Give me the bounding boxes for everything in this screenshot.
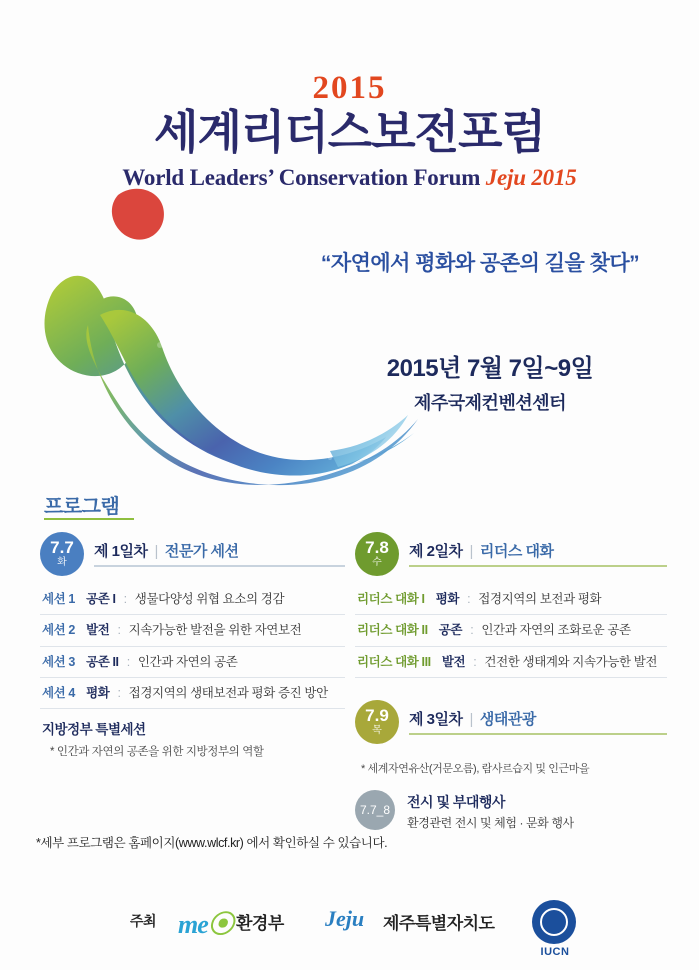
day3-label-text: 제 3일차 [409,710,463,728]
session-number: 세션 2 [42,623,75,638]
special-session-block [40,709,345,761]
poster-title-english-jeju: Jeju 2015 [485,164,577,190]
table-row: 세션 3 공존 II : 인간과 자연의 공존 [40,647,345,678]
day3-date: 7.9 [365,705,389,725]
dialogue-number: 리더스 대화 I [357,592,425,606]
dialogue-key: 발전 [441,654,466,669]
event-venue: 제주국제컨벤션센터 [414,393,566,413]
table-row: 리더스 대화 II 공존 : 인간과 자연의 조화로운 공존 [355,615,667,646]
iucn-logo-ring [540,908,568,936]
dialogue-text: 건전한 생태계와 지속가능한 발전 [484,654,658,669]
poster-slogan: “자연에서 평화와 공존의 길을 찾다” [320,252,640,275]
session-key: 공존 I [86,592,116,606]
day3-header [355,700,667,746]
iucn-logo-icon [532,900,576,944]
program-heading: 프로그램 [44,496,120,518]
table-row: 리더스 대화 III 발전 : 건전한 생태계와 지속가능한 발전 [355,647,667,678]
session-number: 세션 1 [42,592,75,606]
poster-title-english-main: World Leaders’ Conservation Forum [122,164,481,190]
day3-date-badge [355,700,399,744]
day1-header [40,532,345,578]
day3-label: 제 3일차 | 생태관광 [409,710,536,728]
jeju-province-name: 제주특별자치도 [383,914,495,933]
day3-session-type: 생태관광 [479,710,536,728]
table-row: 세션 1 공존 I : 생물다양성 위협 요소의 경감 [40,584,345,615]
jeju-logo: Jeju [325,906,365,931]
program-column-right [355,532,667,832]
special-session-title: 지방정부 특별세션 [42,722,146,737]
program-footnote: *세부 프로그램은 홈페이지(www.wlcf.kr) 에서 확인하실 수 있습니다. [36,836,388,850]
session-text: 지속가능한 발전을 위한 자연보전 [128,623,302,638]
session-text: 접경지역의 생태보전과 평화 증진 방안 [128,685,328,700]
day2-weekday: 수 [372,557,382,568]
day1-session-type: 전문가 세션 [164,543,239,560]
day3-note: * 세계자연유산(거문오름), 람사르습지 및 인근마을 [361,762,590,775]
program-heading-underline [44,518,134,520]
poster-year: 2015 [312,70,387,106]
dialogue-number: 리더스 대화 II [357,623,428,638]
iucn-label: IUCN [540,946,570,958]
day1-label-text: 제 1일차 [94,543,148,560]
poster-header [0,72,699,191]
event-date: 2015년 7월 7일~9일 [386,355,594,382]
poster-title-english [0,165,699,191]
me-logo-text: me [178,910,208,939]
day2-label-text: 제 2일차 [409,543,463,560]
leaf-icon: ⦿ [207,910,233,939]
exhibit-subtitle: 환경관련 전시 및 체험 · 문화 행사 [407,815,574,830]
table-row: 세션 4 평화 : 접경지역의 생태보전과 평화 증진 방안 [40,678,345,709]
session-key: 공존 II [86,654,119,669]
dialogue-text: 인간과 자연의 조화로운 공존 [481,623,631,638]
day2-date: 7.8 [365,538,389,557]
session-key: 발전 [86,623,110,638]
day3-weekday: 목 [372,724,382,736]
dialogue-key: 평화 [435,592,460,606]
day1-date-badge [40,532,84,576]
day2-rule [409,565,667,567]
table-row: 리더스 대화 I 평화 : 접경지역의 보전과 평화 [355,584,667,615]
exhibit-date-badge: 7.7_8 [355,790,395,830]
day2-session-type: 리더스 대화 [479,543,554,560]
dialogue-text: 접경지역의 보전과 평화 [478,592,602,606]
session-number: 세션 3 [42,654,75,669]
exhibit-block [355,790,667,832]
day1-weekday: 화 [57,557,67,568]
special-session-note: * 인간과 자연의 공존을 위한 지방정부의 역할 [50,746,264,758]
poster-footer [0,896,699,956]
day2-date-badge [355,532,399,576]
poster-title-korean: 세계리더스보전포럼 [154,106,545,158]
ministry-of-environment-logo [178,904,233,941]
host-label: 주최 [130,913,157,929]
program-column-left [40,532,345,761]
day2-header [355,532,667,578]
session-text: 인간과 자연의 공존 [137,654,238,669]
day1-label: 제 1일차 | 전문가 세션 [94,543,239,560]
day2-label: 제 2일차 | 리더스 대화 [409,543,554,560]
dialogue-number: 리더스 대화 III [357,654,431,669]
day1-rule [94,565,345,567]
session-key: 평화 [86,685,110,700]
exhibit-title: 전시 및 부대행사 [407,793,505,810]
dialogue-key: 공존 [438,623,463,638]
day3-rule [409,733,667,735]
session-text: 생물다양성 위협 요소의 경감 [134,592,285,606]
session-number: 세션 4 [42,685,75,700]
table-row: 세션 2 발전 : 지속가능한 발전을 위한 자연보전 [40,615,345,646]
brush-artwork [30,175,430,505]
day1-date: 7.7 [50,538,74,557]
event-date-venue [300,348,680,415]
ministry-of-environment-name: 환경부 [236,914,284,933]
